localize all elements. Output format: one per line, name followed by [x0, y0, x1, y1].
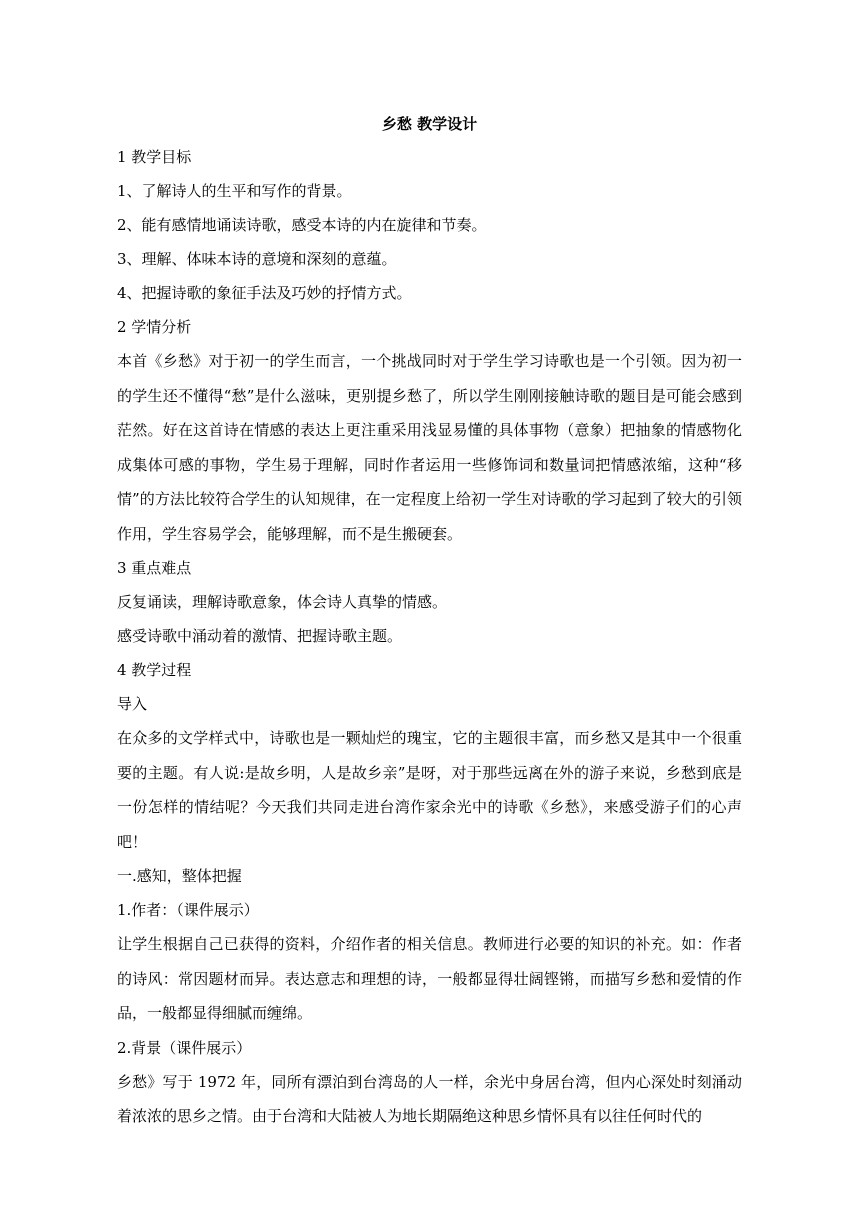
body-line: 反复诵读，理解诗歌意象，体会诗人真挚的情感。	[117, 593, 448, 611]
document-body	[117, 140, 742, 1134]
document-page	[117, 108, 742, 1134]
body-line: 3、理解、体味本诗的意境和深刻的意蕴。	[117, 250, 397, 268]
body-line: 导入	[117, 695, 148, 713]
body-line: 3 重点难点	[117, 559, 192, 577]
body-line: 感受诗歌中涌动着的激情、把握诗歌主题。	[117, 627, 403, 645]
body-paragraph: 乡愁》写于 1972 年，同所有漂泊到台湾岛的人一样，余光中身居台湾，但内心深处时刻涌动着浓浓的思乡之情。由于台湾和大陆被人为地长期隔绝这种思乡情怀具有以往任何时代的	[117, 1072, 742, 1125]
body-line: 2.背景（课件展示）	[117, 1038, 252, 1057]
body-line: 一.感知，整体把握	[117, 867, 242, 885]
body-line: 1 教学目标	[117, 148, 192, 166]
body-line: 1、了解诗人的生平和写作的背景。	[117, 182, 352, 200]
body-line: 2 学情分析	[117, 318, 192, 336]
body-line: 1.作者：（课件展示）	[117, 901, 259, 919]
body-line: 2、能有感情地诵读诗歌，感受本诗的内在旋律和节奏。	[117, 216, 487, 234]
body-paragraph: 本首《乡愁》对于初一的学生而言，一个挑战同时对于学生学习诗歌也是一个引领。因为初一的学生还不懂得“愁”是什么滋味，更别提乡愁了，所以学生刚刚接触诗歌的题目是可能会感到茫然。好在这首诗在情感的表达上更注重采用浅显易懂的具体事物（意象）把抽象的情感物化成集体可感的事物，学生易于理解，同时作者运用一些修饰词和数量词把情感浓缩，这种“移情”的方法比较符合学生的认知规律，在一定程度上给初一学生对诗歌的学习起到了较大的引领作用，学生容易学会，能够理解，而不是生搬硬套。	[117, 352, 742, 543]
body-paragraph: 让学生根据自己已获得的资料，介绍作者的相关信息。教师进行必要的知识的补充。如：作者的诗风：常因题材而异。表达意志和理想的诗，一般都显得壮阔铿锵，而描写乡愁和爱情的作品，一般都显得细腻而缠绵。	[117, 935, 742, 1022]
body-line: 4、把握诗歌的象征手法及巧妙的抒情方式。	[117, 284, 412, 302]
body-line: 4 教学过程	[117, 661, 192, 679]
document-title: 乡愁 教学设计	[381, 115, 478, 133]
body-paragraph: 在众多的文学样式中，诗歌也是一颗灿烂的瑰宝，它的主题很丰富，而乡愁又是其中一个很重要的主题。有人说:是故乡明，人是故乡亲”是呀，对于那些远离在外的游子来说，乡愁到底是一份怎样的情结呢？今天我们共同走进台湾作家余光中的诗歌《乡愁》，来感受游子们的心声吧！	[117, 729, 742, 851]
